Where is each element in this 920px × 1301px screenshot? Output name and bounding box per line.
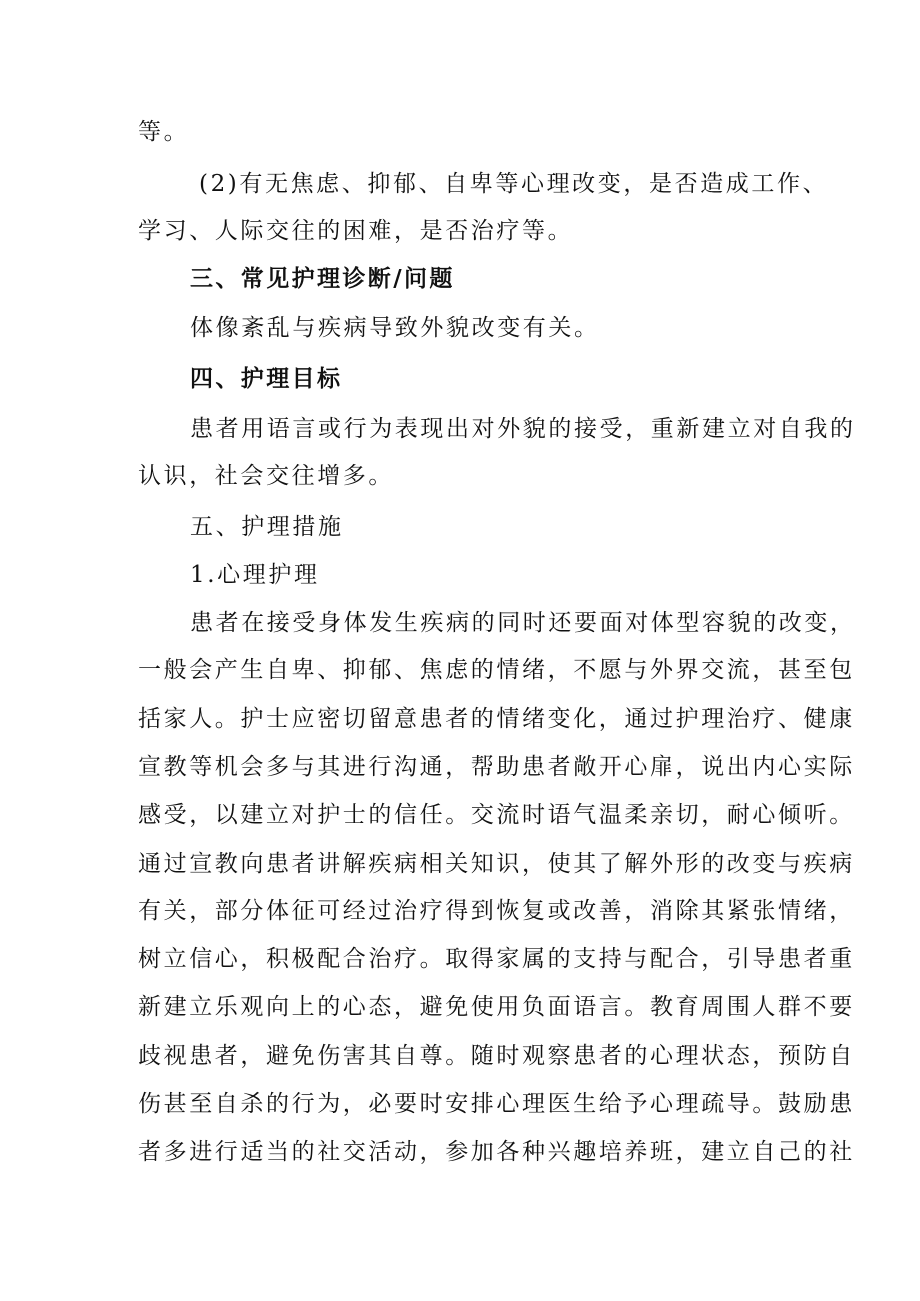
text-line: 有关，部分体征可经过治疗得到恢复或改善，消除其紧张情绪， [138, 898, 855, 924]
text-line: 树立信心，积极配合治疗。取得家属的支持与配合，引导患者重 [138, 946, 855, 972]
text-line: 学习、人际交往的困难，是否治疗等。 [138, 218, 574, 244]
section-heading: 三、常见护理诊断/问题 [190, 266, 455, 292]
section-heading: 五、护理措施 [190, 514, 344, 540]
text-line: 歧视患者，避免伤害其自尊。随时观察患者的心理状态，预防自 [138, 1043, 855, 1069]
text-line: 感受，以建立对护士的信任。交流时语气温柔亲切，耐心倾听。 [138, 802, 855, 828]
text-line: 体像紊乱与疾病导致外貌改变有关。 [190, 315, 600, 341]
text-line: (2)有无焦虑、抑郁、自卑等心理改变，是否造成工作、 [199, 171, 829, 197]
text-line: 者多进行适当的社交活动，参加各种兴趣培养班，建立自己的社 [138, 1139, 855, 1165]
text-line: 认识，社会交往增多。 [138, 463, 394, 489]
text-line: 伤甚至自杀的行为，必要时安排心理医生给予心理疏导。鼓励患 [138, 1091, 855, 1117]
text-line: 括家人。护士应密切留意患者的情绪变化，通过护理治疗、健康 [138, 706, 855, 732]
section-heading: 四、护理目标 [190, 366, 343, 392]
text-line: 通过宣教向患者讲解疾病相关知识，使其了解外形的改变与疾病 [138, 851, 855, 877]
text-line: 新建立乐观向上的心态，避免使用负面语言。教育周围人群不要 [138, 994, 855, 1020]
text-line: 等。 [138, 119, 190, 145]
text-line: 患者用语言或行为表现出对外貌的接受，重新建立对自我的 [190, 416, 856, 442]
text-line: 一般会产生自卑、抑郁、焦虑的情绪，不愿与外界交流，甚至包 [138, 657, 855, 683]
subsection-heading: 1.心理护理 [190, 562, 320, 588]
text-line: 患者在接受身体发生疾病的同时还要面对体型容貌的改变， [190, 610, 856, 636]
text-line: 宣教等机会多与其进行沟通，帮助患者敞开心扉，说出内心实际 [138, 754, 855, 780]
